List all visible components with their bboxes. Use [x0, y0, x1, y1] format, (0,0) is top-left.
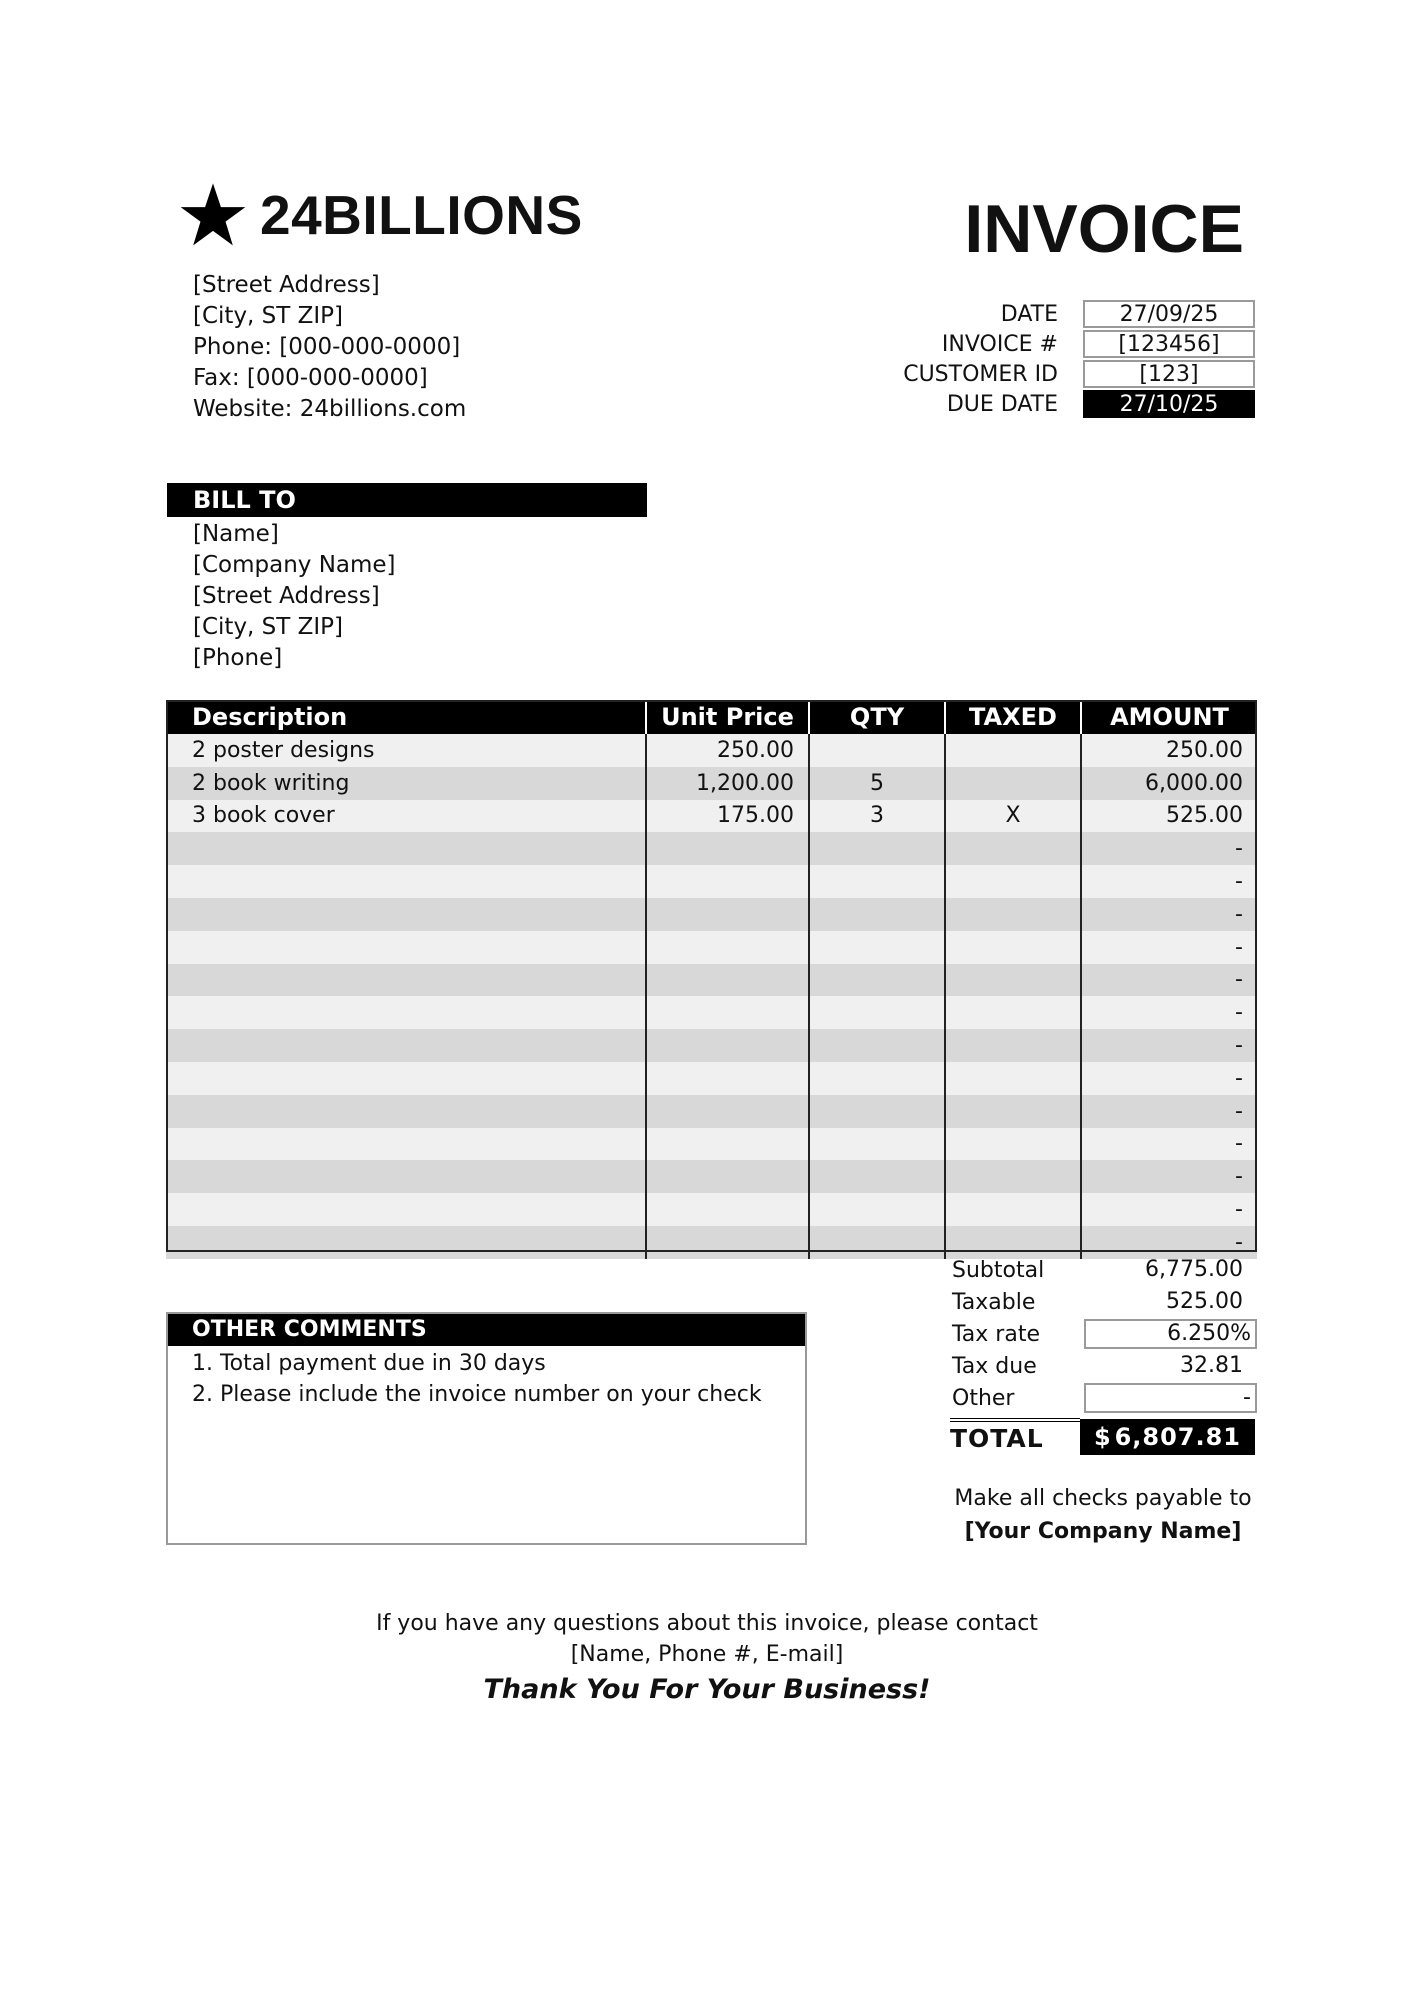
- meta-row-customer-id: [880, 359, 1258, 389]
- item-qty[interactable]: [809, 865, 945, 898]
- footer: [0, 1608, 1414, 1710]
- comments-box: [166, 1312, 807, 1545]
- item-unit-price[interactable]: [646, 1160, 809, 1193]
- table-row: [166, 931, 1257, 964]
- meta-row-invoice-number: [880, 329, 1258, 359]
- item-description[interactable]: [166, 898, 646, 931]
- payable-company-name: [Your Company Name]: [964, 1519, 1242, 1544]
- total-label: TOTAL: [950, 1418, 1080, 1456]
- item-unit-price[interactable]: [646, 1193, 809, 1226]
- item-amount[interactable]: -: [1081, 832, 1257, 865]
- address-line: Phone: [000-000-0000]: [193, 334, 461, 360]
- item-taxed[interactable]: X: [945, 800, 1081, 833]
- table-row: [166, 767, 1257, 800]
- item-qty[interactable]: [809, 931, 945, 964]
- item-unit-price[interactable]: [646, 964, 809, 997]
- item-taxed[interactable]: [945, 964, 1081, 997]
- item-amount[interactable]: -: [1081, 898, 1257, 931]
- table-row: [166, 898, 1257, 931]
- bill-to-line: [Phone]: [193, 645, 283, 671]
- payable-line: Make all checks payable to: [954, 1486, 1252, 1511]
- item-taxed[interactable]: [945, 1062, 1081, 1095]
- table-row: [166, 996, 1257, 1029]
- item-unit-price[interactable]: [646, 1029, 809, 1062]
- item-unit-price[interactable]: [646, 1062, 809, 1095]
- item-taxed[interactable]: [945, 931, 1081, 964]
- item-amount[interactable]: -: [1081, 964, 1257, 997]
- meta-label: CUSTOMER ID: [903, 361, 1058, 387]
- company-address: [193, 270, 466, 425]
- item-taxed[interactable]: [945, 767, 1081, 800]
- bill-to-block: [193, 519, 396, 674]
- taxable-label: Taxable: [952, 1289, 1036, 1315]
- item-amount[interactable]: -: [1081, 996, 1257, 1029]
- bill-to-header: BILL TO: [167, 483, 647, 517]
- table-row: [166, 1095, 1257, 1128]
- item-description[interactable]: [166, 1095, 646, 1128]
- item-description[interactable]: [166, 1062, 646, 1095]
- taxable-row: [950, 1286, 1257, 1318]
- total-value: 6,807.81: [1114, 1423, 1241, 1451]
- item-unit-price[interactable]: [646, 996, 809, 1029]
- item-amount[interactable]: 6,000.00: [1081, 767, 1257, 800]
- tax-due-row: [950, 1350, 1257, 1382]
- total-row: [950, 1418, 1257, 1456]
- item-unit-price[interactable]: 250.00: [646, 734, 809, 767]
- item-taxed[interactable]: [945, 996, 1081, 1029]
- bill-to-line: [Company Name]: [193, 552, 396, 578]
- meta-label: DUE DATE: [946, 391, 1058, 417]
- meta-row-due-date: [880, 389, 1258, 419]
- item-taxed[interactable]: [945, 1160, 1081, 1193]
- items-table: [166, 700, 1257, 1259]
- table-row: [166, 1128, 1257, 1161]
- table-row: [166, 1160, 1257, 1193]
- meta-label: INVOICE #: [941, 331, 1058, 357]
- footer-contact-details: [Name, Phone #, E-mail]: [570, 1642, 844, 1667]
- item-unit-price[interactable]: 1,200.00: [646, 767, 809, 800]
- item-unit-price[interactable]: [646, 1095, 809, 1128]
- item-taxed[interactable]: [945, 1128, 1081, 1161]
- item-description[interactable]: [166, 1226, 646, 1259]
- item-amount[interactable]: 525.00: [1081, 800, 1257, 833]
- taxable-value: 525.00: [1166, 1289, 1243, 1314]
- column-header-description: Description: [166, 700, 646, 734]
- column-header-taxed: TAXED: [945, 700, 1081, 734]
- item-qty[interactable]: [809, 734, 945, 767]
- date-field[interactable]: 27/09/25: [1083, 300, 1255, 328]
- item-unit-price[interactable]: [646, 1128, 809, 1161]
- item-amount[interactable]: 250.00: [1081, 734, 1257, 767]
- tax-due-label: Tax due: [952, 1353, 1037, 1379]
- item-qty[interactable]: [809, 1062, 945, 1095]
- item-description[interactable]: [166, 1193, 646, 1226]
- item-taxed[interactable]: [945, 734, 1081, 767]
- table-row: [166, 1193, 1257, 1226]
- item-unit-price[interactable]: [646, 898, 809, 931]
- item-amount[interactable]: -: [1081, 1062, 1257, 1095]
- item-taxed[interactable]: [945, 1193, 1081, 1226]
- table-row: [166, 964, 1257, 997]
- footer-contact-line: If you have any questions about this invoice, please contact: [376, 1611, 1038, 1636]
- address-line: Fax: [000-000-0000]: [193, 365, 428, 391]
- comments-body[interactable]: [168, 1346, 805, 1410]
- thank-you-message: Thank You For Your Business!: [483, 1674, 931, 1705]
- table-row: [166, 1029, 1257, 1062]
- item-unit-price[interactable]: [646, 832, 809, 865]
- item-description[interactable]: [166, 964, 646, 997]
- item-amount[interactable]: -: [1081, 1160, 1257, 1193]
- item-qty[interactable]: [809, 1226, 945, 1259]
- item-taxed[interactable]: [945, 1095, 1081, 1128]
- company-logo: [180, 175, 583, 255]
- company-name: 24BILLIONS: [260, 184, 583, 246]
- comment-line: 1. Total payment due in 30 days: [192, 1351, 546, 1376]
- invoice-title: INVOICE: [964, 191, 1244, 267]
- star-icon: [180, 177, 246, 253]
- item-taxed[interactable]: [945, 832, 1081, 865]
- column-header-unit-price: Unit Price: [646, 700, 809, 734]
- item-qty[interactable]: [809, 832, 945, 865]
- item-unit-price[interactable]: [646, 1226, 809, 1259]
- customer-id-field[interactable]: [123]: [1083, 360, 1255, 388]
- item-amount[interactable]: -: [1081, 1193, 1257, 1226]
- item-qty[interactable]: 3: [809, 800, 945, 833]
- table-row: [166, 1062, 1257, 1095]
- due-date-field[interactable]: 27/10/25: [1083, 390, 1255, 418]
- bill-to-line: [Name]: [193, 521, 279, 547]
- item-description[interactable]: [166, 1160, 646, 1193]
- invoice-meta: [880, 299, 1258, 419]
- comments-header: OTHER COMMENTS: [168, 1314, 805, 1346]
- item-qty[interactable]: [809, 1029, 945, 1062]
- item-amount[interactable]: -: [1081, 1095, 1257, 1128]
- item-unit-price[interactable]: [646, 865, 809, 898]
- bill-to-line: [Street Address]: [193, 583, 380, 609]
- invoice-number-field[interactable]: [123456]: [1083, 330, 1255, 358]
- item-description[interactable]: 2 poster designs: [166, 734, 646, 767]
- subtotal-row: [950, 1254, 1257, 1286]
- totals-block: [950, 1254, 1257, 1456]
- item-amount[interactable]: -: [1081, 1128, 1257, 1161]
- payable-block: [950, 1482, 1256, 1548]
- item-amount[interactable]: -: [1081, 931, 1257, 964]
- table-row: [166, 832, 1257, 865]
- item-description[interactable]: 3 book cover: [166, 800, 646, 833]
- item-amount[interactable]: -: [1081, 865, 1257, 898]
- meta-row-date: [880, 299, 1258, 329]
- table-row: [166, 800, 1257, 833]
- item-qty[interactable]: [809, 1128, 945, 1161]
- item-unit-price[interactable]: 175.00: [646, 800, 809, 833]
- item-description[interactable]: [166, 996, 646, 1029]
- item-taxed[interactable]: [945, 1029, 1081, 1062]
- item-qty[interactable]: [809, 964, 945, 997]
- item-qty[interactable]: [809, 1095, 945, 1128]
- item-description[interactable]: [166, 1128, 646, 1161]
- column-header-qty: QTY: [809, 700, 945, 734]
- table-row: [166, 734, 1257, 767]
- item-taxed[interactable]: [945, 865, 1081, 898]
- item-qty[interactable]: 5: [809, 767, 945, 800]
- item-description[interactable]: [166, 931, 646, 964]
- bill-to-line: [City, ST ZIP]: [193, 614, 344, 640]
- meta-label: DATE: [1000, 301, 1058, 327]
- table-row: [166, 865, 1257, 898]
- item-taxed[interactable]: [945, 898, 1081, 931]
- other-field[interactable]: -: [1084, 1383, 1257, 1413]
- total-value-box: [1080, 1419, 1255, 1455]
- item-qty[interactable]: [809, 1160, 945, 1193]
- item-unit-price[interactable]: [646, 931, 809, 964]
- subtotal-value: 6,775.00: [1145, 1257, 1243, 1282]
- item-amount[interactable]: -: [1081, 1029, 1257, 1062]
- other-label: Other: [952, 1385, 1015, 1411]
- item-qty[interactable]: [809, 996, 945, 1029]
- subtotal-label: Subtotal: [952, 1257, 1045, 1283]
- item-amount[interactable]: -: [1081, 1226, 1257, 1259]
- item-description[interactable]: [166, 865, 646, 898]
- tax-rate-label: Tax rate: [952, 1321, 1040, 1347]
- address-line: Website: 24billions.com: [193, 396, 467, 422]
- item-description[interactable]: [166, 832, 646, 865]
- address-line: [City, ST ZIP]: [193, 303, 344, 329]
- item-description[interactable]: [166, 1029, 646, 1062]
- currency-symbol: $: [1094, 1423, 1112, 1451]
- other-row: [950, 1382, 1257, 1414]
- item-qty[interactable]: [809, 1193, 945, 1226]
- item-description[interactable]: 2 book writing: [166, 767, 646, 800]
- items-body: [166, 734, 1257, 1259]
- tax-rate-row: [950, 1318, 1257, 1350]
- tax-rate-field[interactable]: 6.250%: [1084, 1319, 1257, 1349]
- item-qty[interactable]: [809, 898, 945, 931]
- comment-line: 2. Please include the invoice number on your check: [192, 1382, 762, 1407]
- tax-due-value: 32.81: [1180, 1353, 1243, 1378]
- column-header-amount: AMOUNT: [1081, 700, 1257, 734]
- items-header-row: [166, 700, 1257, 734]
- address-line: [Street Address]: [193, 272, 380, 298]
